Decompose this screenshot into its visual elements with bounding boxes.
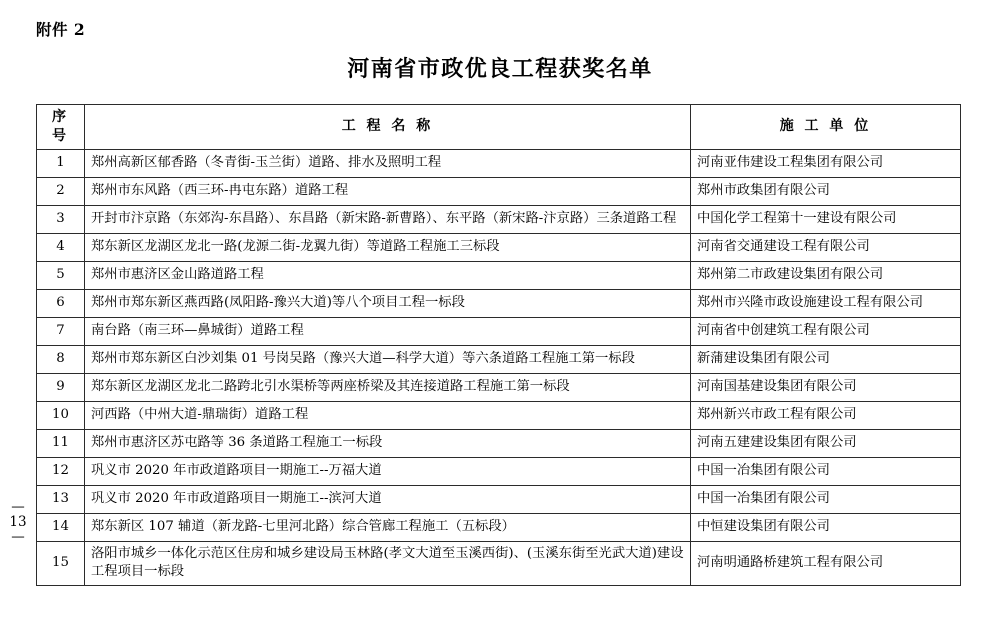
row-contractor: 河南省交通建设工程有限公司 <box>691 233 961 261</box>
row-no: 8 <box>37 345 85 373</box>
row-project-name: 郑东新区 107 辅道（新龙路-七里河北路）综合管廊工程施工（五标段） <box>85 513 691 541</box>
row-no: 5 <box>37 261 85 289</box>
row-project-name: 洛阳市城乡一体化示范区住房和城乡建设局玉林路(孝文大道至玉溪西街)、(玉溪东街至光武大道)建设工程项目一标段 <box>85 541 691 585</box>
row-project-name: 郑东新区龙湖区龙北二路跨北引水渠桥等两座桥梁及其连接道路工程施工第一标段 <box>85 373 691 401</box>
row-project-name: 郑州市郑东新区白沙刘集 01 号岗吴路（豫兴大道—科学大道）等六条道路工程施工第一标段 <box>85 345 691 373</box>
table-row <box>37 485 961 513</box>
row-project-name: 郑州市东风路（西三环-冉屯东路）道路工程 <box>85 177 691 205</box>
row-contractor: 郑州市兴隆市政设施建设工程有限公司 <box>691 289 961 317</box>
row-contractor: 河南亚伟建设工程集团有限公司 <box>691 149 961 177</box>
row-contractor: 郑州新兴市政工程有限公司 <box>691 401 961 429</box>
row-no: 9 <box>37 373 85 401</box>
award-list-table <box>36 104 961 586</box>
table-row <box>37 317 961 345</box>
row-contractor: 新蒲建设集团有限公司 <box>691 345 961 373</box>
row-no: 12 <box>37 457 85 485</box>
row-no: 3 <box>37 205 85 233</box>
row-project-name: 巩义市 2020 年市政道路项目一期施工--滨河大道 <box>85 485 691 513</box>
table-row <box>37 205 961 233</box>
row-project-name: 南台路（南三环—鼻城街）道路工程 <box>85 317 691 345</box>
page-number-dash-top: — <box>11 499 25 515</box>
table-header <box>37 105 961 150</box>
row-contractor: 中国一冶集团有限公司 <box>691 457 961 485</box>
page-number-value: 13 <box>9 513 27 530</box>
table-row <box>37 149 961 177</box>
row-no: 4 <box>37 233 85 261</box>
table-row <box>37 401 961 429</box>
row-no: 1 <box>37 149 85 177</box>
row-contractor: 中国一冶集团有限公司 <box>691 485 961 513</box>
table-row <box>37 541 961 585</box>
row-contractor: 郑州第二市政建设集团有限公司 <box>691 261 961 289</box>
row-contractor: 郑州市政集团有限公司 <box>691 177 961 205</box>
table-row <box>37 513 961 541</box>
table-header-row <box>37 105 961 150</box>
column-header-project-name: 工 程 名 称 <box>85 105 691 150</box>
table-body <box>37 149 961 585</box>
row-project-name: 郑东新区龙湖区龙北一路(龙源二街-龙翼九街）等道路工程施工三标段 <box>85 233 691 261</box>
table-row <box>37 429 961 457</box>
table-row <box>37 177 961 205</box>
row-project-name: 郑州市惠济区苏屯路等 36 条道路工程施工一标段 <box>85 429 691 457</box>
table-row <box>37 345 961 373</box>
row-project-name: 郑州市惠济区金山路道路工程 <box>85 261 691 289</box>
attachment-label: 附件 2 <box>36 20 86 39</box>
row-contractor: 中国化学工程第十一建设有限公司 <box>691 205 961 233</box>
row-project-name: 河西路（中州大道-鼎瑞街）道路工程 <box>85 401 691 429</box>
row-no: 6 <box>37 289 85 317</box>
row-no: 11 <box>37 429 85 457</box>
row-no: 7 <box>37 317 85 345</box>
column-header-no: 序 号 <box>37 105 85 150</box>
page-number-dash-bottom: — <box>11 528 25 545</box>
page-title: 河南省市政优良工程获奖名单 <box>347 56 653 82</box>
row-contractor: 河南国基建设集团有限公司 <box>691 373 961 401</box>
row-no: 15 <box>37 541 85 585</box>
row-contractor: 中恒建设集团有限公司 <box>691 513 961 541</box>
table-row <box>37 373 961 401</box>
row-project-name: 开封市汴京路（东郊沟-东昌路）、东昌路（新宋路-新曹路）、东平路（新宋路-汴京路）三条道路工程 <box>85 205 691 233</box>
award-list-table-container <box>36 104 960 586</box>
row-no: 14 <box>37 513 85 541</box>
row-project-name: 郑州高新区郁香路（冬青街-玉兰街）道路、排水及照明工程 <box>85 149 691 177</box>
row-project-name: 巩义市 2020 年市政道路项目一期施工--万福大道 <box>85 457 691 485</box>
table-row <box>37 261 961 289</box>
table-row <box>37 289 961 317</box>
row-contractor: 河南省中创建筑工程有限公司 <box>691 317 961 345</box>
row-no: 10 <box>37 401 85 429</box>
row-no: 13 <box>37 485 85 513</box>
table-row <box>37 233 961 261</box>
row-project-name: 郑州市郑东新区燕西路(凤阳路-豫兴大道)等八个项目工程一标段 <box>85 289 691 317</box>
column-header-contractor: 施 工 单 位 <box>691 105 961 150</box>
row-no: 2 <box>37 177 85 205</box>
row-contractor: 河南明通路桥建筑工程有限公司 <box>691 541 961 585</box>
row-contractor: 河南五建建设集团有限公司 <box>691 429 961 457</box>
table-row <box>37 457 961 485</box>
side-page-number <box>6 500 30 545</box>
